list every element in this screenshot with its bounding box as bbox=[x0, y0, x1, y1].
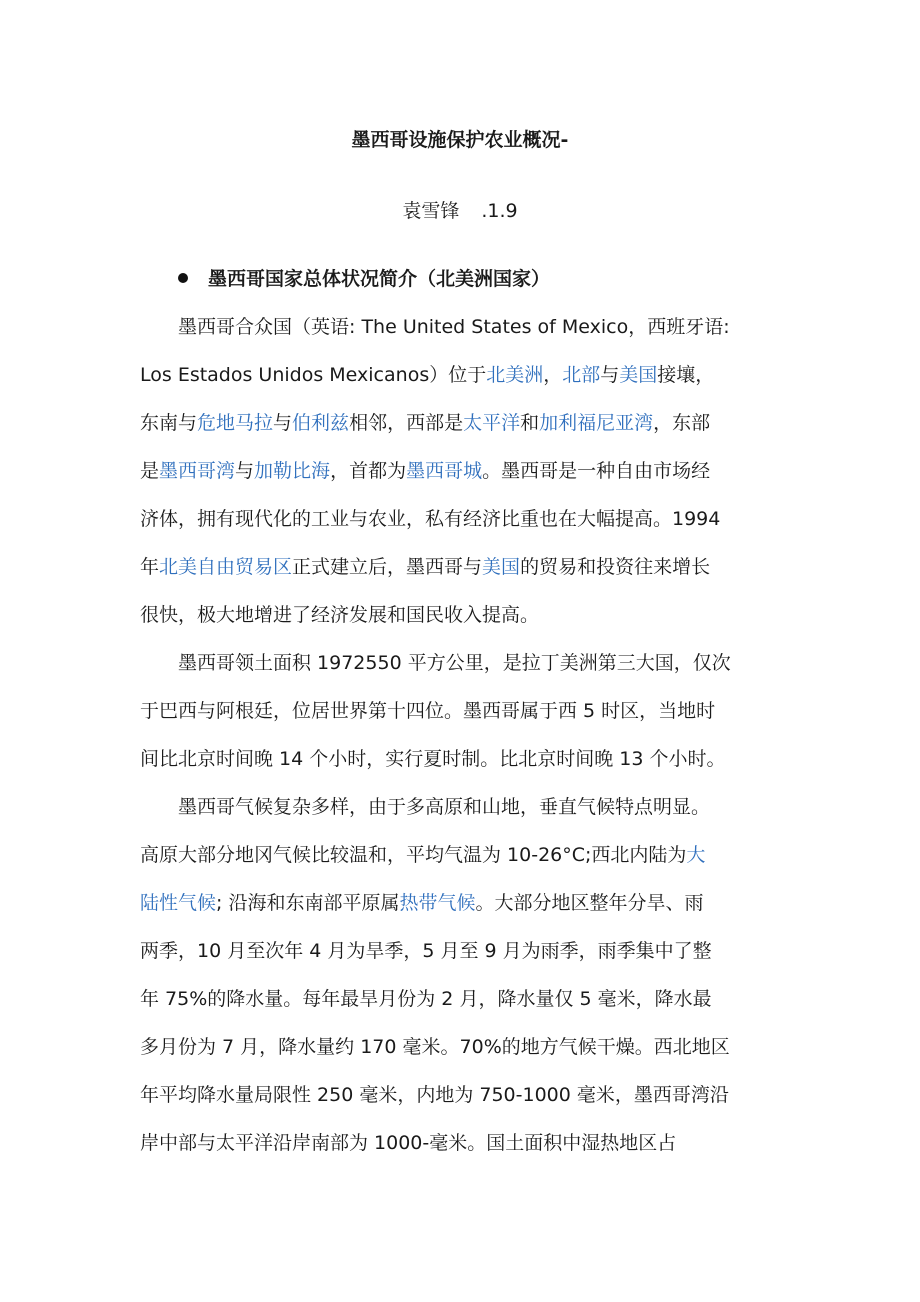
text-span: 的贸易和投资往来增长 bbox=[520, 556, 711, 578]
text-line bbox=[140, 879, 800, 927]
link-pacific[interactable]: 太平洋 bbox=[463, 412, 521, 434]
link-gulf-of-mexico[interactable]: 墨西哥湾 bbox=[159, 460, 236, 482]
author-line bbox=[0, 198, 920, 224]
text-line: 间比北京时间晚 14 个小时，实行夏时制。比北京时间晚 13 个小时。 bbox=[140, 748, 726, 770]
text-span: Los Estados Unidos Mexicanos）位于 bbox=[140, 364, 487, 386]
paragraph-overview bbox=[140, 303, 800, 639]
link-nafta[interactable]: 北美自由贸易区 bbox=[159, 556, 293, 578]
text-line: 墨西哥气候复杂多样，由于多高原和山地，垂直气候特点明显。 bbox=[178, 796, 711, 818]
text-line: 济体，拥有现代化的工业与农业，私有经济比重也在大幅提高。1994 bbox=[140, 508, 721, 530]
text-line: 年平均降水量局限性 250 毫米，内地为 750-1000 毫米，墨西哥湾沿 bbox=[140, 1084, 729, 1106]
text-line bbox=[140, 447, 800, 495]
text-line: 墨西哥合众国（英语: The United States of Mexico，西班牙语: bbox=[178, 316, 730, 338]
link-continental-climate[interactable]: 大 bbox=[686, 844, 706, 866]
text-line bbox=[140, 399, 800, 447]
text-line: 墨西哥领土面积 1972550 平方公里，是拉丁美洲第三大国，仅次 bbox=[178, 652, 731, 674]
text-line: 于巴西与阿根廷，位居世界第十四位。墨西哥属于西 5 时区，当地时 bbox=[140, 700, 716, 722]
text-line bbox=[140, 831, 800, 879]
text-span: 正式建立后，墨西哥与 bbox=[292, 556, 483, 578]
text-span: 相邻，西部是 bbox=[349, 412, 464, 434]
link-north[interactable]: 北部 bbox=[562, 364, 601, 386]
text-line: 很快，极大地增进了经济发展和国民收入提高。 bbox=[140, 604, 540, 626]
text-span: 年 bbox=[140, 556, 160, 578]
text-span: 高原大部分地冈气候比较温和，平均气温为 10-26°C;西北内陆为 bbox=[140, 844, 687, 866]
text-span: 是 bbox=[140, 460, 160, 482]
paragraph-climate bbox=[140, 783, 800, 1167]
text-span: 接壤， bbox=[657, 364, 715, 386]
link-tropical-climate[interactable]: 热带气候 bbox=[399, 892, 476, 914]
text-span: 。大部分地区整年分旱、雨 bbox=[475, 892, 704, 914]
text-span: ，首都为 bbox=[330, 460, 407, 482]
text-span: 与 bbox=[273, 412, 293, 434]
text-span: 和 bbox=[520, 412, 540, 434]
link-north-america[interactable]: 北美洲 bbox=[486, 364, 544, 386]
paragraph-territory bbox=[140, 639, 800, 783]
text-span: 与 bbox=[235, 460, 255, 482]
document-date: .1.9 bbox=[481, 200, 518, 222]
document-title: 墨西哥设施保护农业概况- bbox=[351, 129, 569, 151]
link-usa[interactable]: 美国 bbox=[619, 364, 658, 386]
text-span: ， bbox=[543, 364, 563, 386]
link-continental-climate[interactable]: 陆性气候 bbox=[140, 892, 217, 914]
section-heading-text: 墨西哥国家总体状况简介（北美洲国家） bbox=[208, 268, 551, 290]
text-line: 岸中部与太平洋沿岸南部为 1000-毫米。国土面积中湿热地区占 bbox=[140, 1132, 677, 1154]
link-usa[interactable]: 美国 bbox=[482, 556, 521, 578]
text-span: 与 bbox=[600, 364, 620, 386]
text-line: 年 75%的降水量。每年最旱月份为 2 月，降水量仅 5 毫米，降水最 bbox=[140, 988, 712, 1010]
link-gulf-of-california[interactable]: 加利福尼亚湾 bbox=[539, 412, 654, 434]
text-line bbox=[140, 351, 800, 399]
text-span: 。墨西哥是一种自由市场经 bbox=[482, 460, 711, 482]
link-mexico-city[interactable]: 墨西哥城 bbox=[406, 460, 483, 482]
link-caribbean[interactable]: 加勒比海 bbox=[254, 460, 331, 482]
text-line bbox=[140, 543, 800, 591]
text-span: ，东部 bbox=[653, 412, 711, 434]
section-heading bbox=[178, 266, 550, 292]
text-line: 多月份为 7 月，降水量约 170 毫米。70%的地方气候干燥。西北地区 bbox=[140, 1036, 730, 1058]
text-span: ; 沿海和东南部平原属 bbox=[216, 892, 400, 914]
link-guatemala[interactable]: 危地马拉 bbox=[197, 412, 274, 434]
link-belize[interactable]: 伯利兹 bbox=[292, 412, 350, 434]
author-name: 袁雪锋 bbox=[402, 200, 460, 222]
text-span: 东南与 bbox=[140, 412, 198, 434]
bullet-icon bbox=[178, 273, 188, 283]
text-line: 两季，10 月至次年 4 月为旱季，5 月至 9 月为雨季，雨季集中了整 bbox=[140, 940, 712, 962]
